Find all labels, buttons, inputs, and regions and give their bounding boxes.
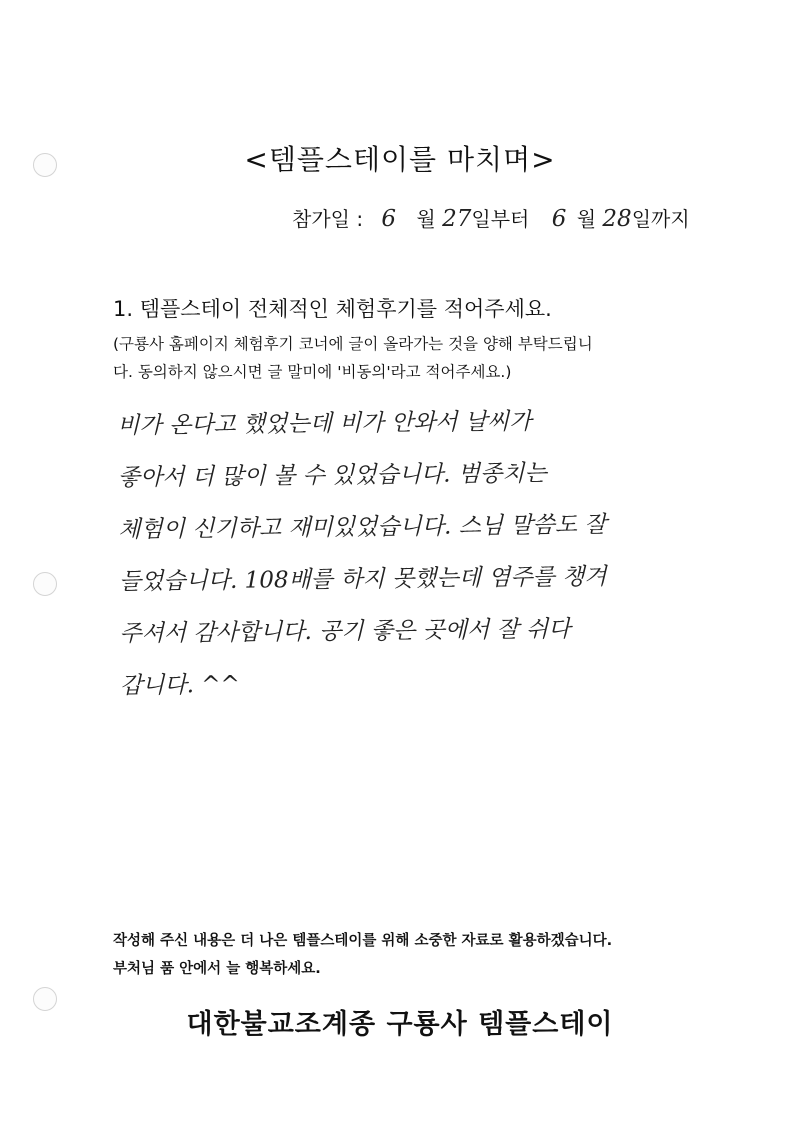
closing-line: 부처님 품 안에서 늘 행복하세요.	[113, 961, 321, 977]
review-line: 주셔서 감사합니다. 공기 좋은 곳에서 잘 쉬다	[119, 616, 571, 647]
end-month-value: 6	[551, 206, 567, 232]
from-text: 일부터	[471, 207, 530, 231]
question-note-line: 다. 동의하지 않으시면 글 말미에 '비동의'라고 적어주세요.)	[113, 363, 512, 381]
start-month-value: 6	[381, 206, 397, 232]
question-note	[113, 330, 693, 386]
participation-dates	[292, 203, 690, 232]
closing-message	[113, 927, 612, 983]
binder-hole	[33, 572, 57, 596]
review-line: 체험이 신기하고 재미있었습니다. 스님 말씀도 잘	[118, 511, 607, 543]
start-day-value: 27	[442, 206, 472, 232]
review-line: 갑니다. ^^	[119, 671, 240, 699]
handwritten-review	[117, 394, 690, 712]
participation-label: 참가일 :	[292, 207, 364, 231]
review-line: 비가 온다고 했었는데 비가 안와서 날씨가	[117, 408, 532, 439]
review-line: 좋아서 더 많이 볼 수 있었습니다. 범종치는	[117, 460, 547, 491]
page-title: <템플스테이를 마치며>	[244, 143, 556, 176]
month-unit: 월	[576, 207, 597, 231]
end-day-value: 28	[602, 206, 632, 232]
closing-line: 작성해 주신 내용은 더 나은 템플스테이를 위해 소중한 자료로 활용하겠습니다.	[113, 933, 613, 949]
month-unit: 월	[416, 207, 436, 231]
question-heading: 1. 템플스테이 전체적인 체험후기를 적어주세요.	[113, 297, 552, 321]
review-line: 들었습니다. 108배를 하지 못했는데 염주를 챙겨	[118, 563, 607, 595]
to-text: 일까지	[631, 207, 690, 231]
organization-footer: 대한불교조계종 구룡사 템플스테이	[186, 1009, 614, 1040]
question-note-line: (구룡사 홈페이지 체험후기 코너에 글이 올라가는 것을 양해 부탁드립니	[113, 335, 593, 353]
